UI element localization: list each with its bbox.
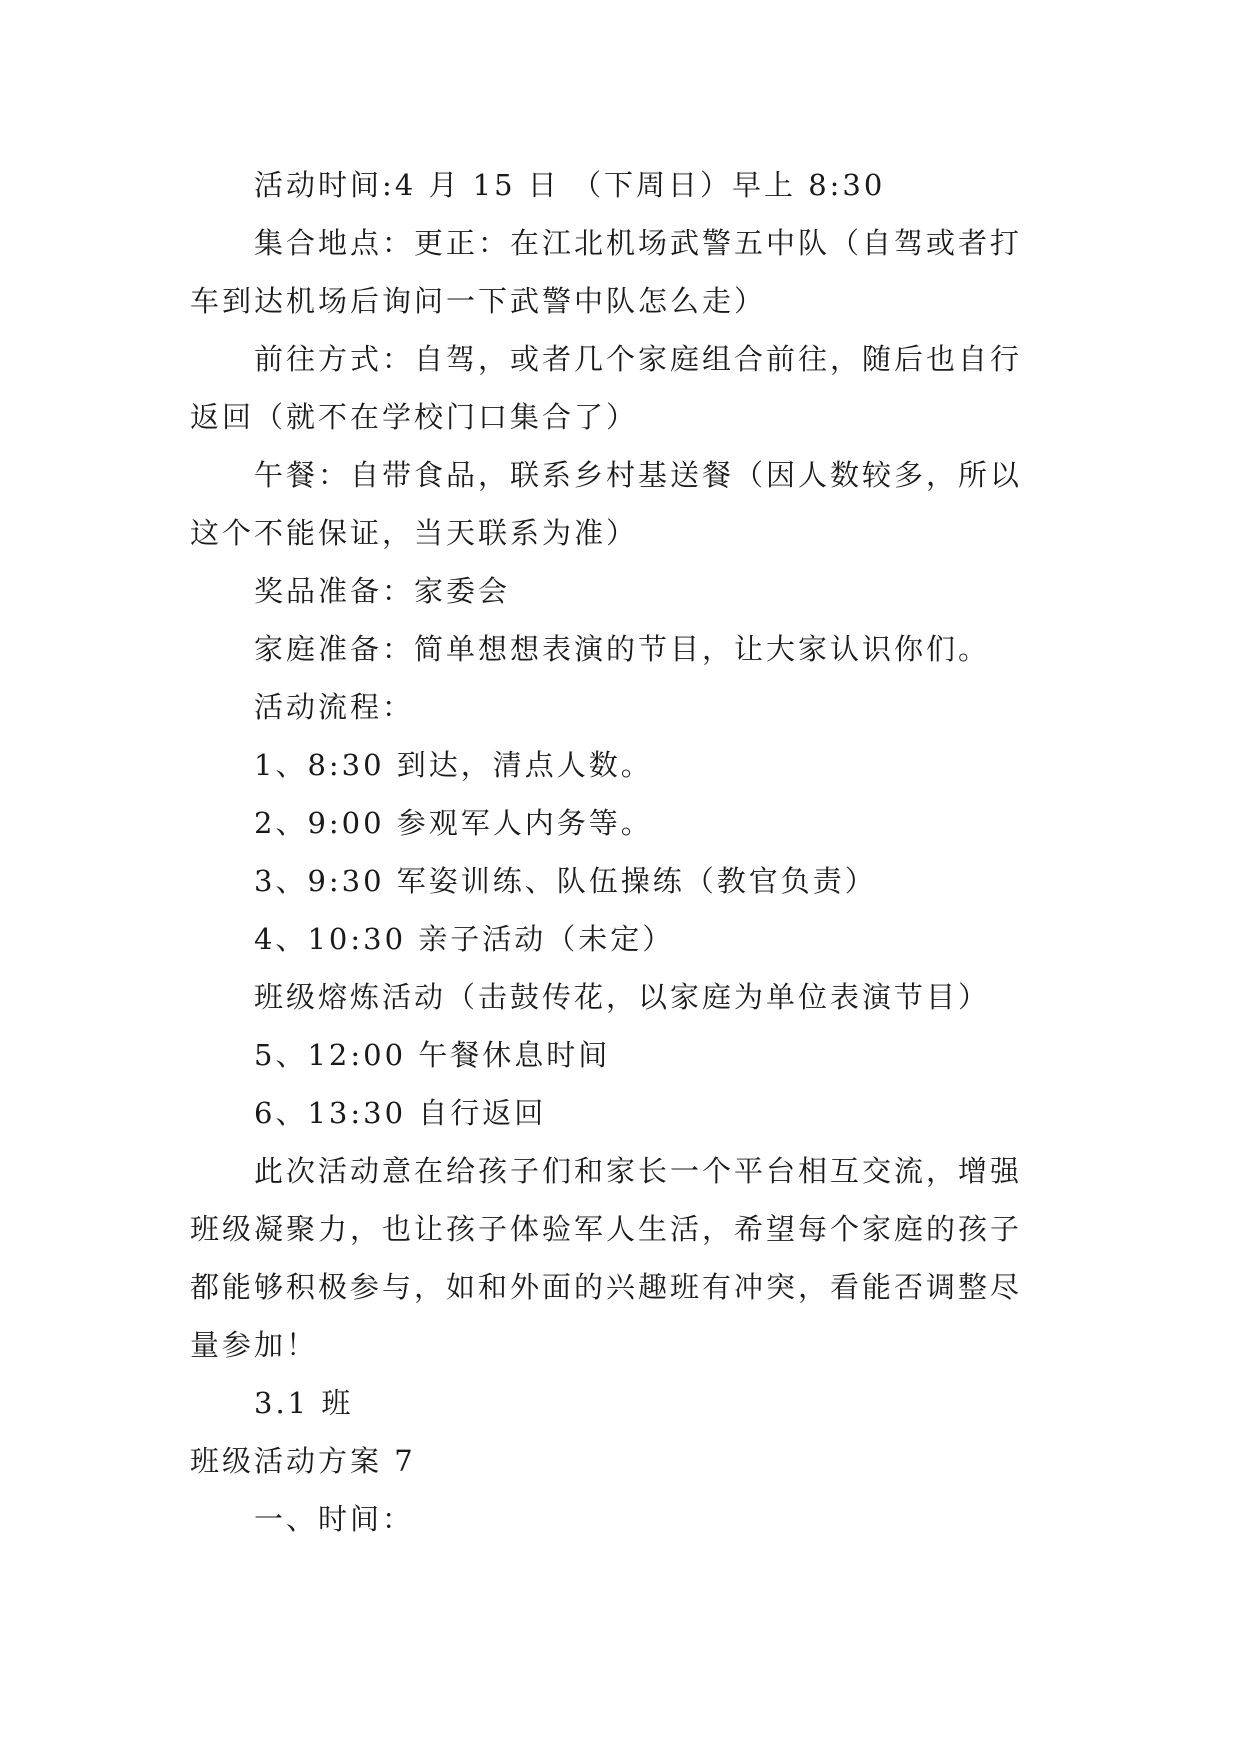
paragraph-line: 班级凝聚力，也让孩子体验军人生活，希望每个家庭的孩子 (190, 1212, 1023, 1246)
paragraph-line: 这个不能保证，当天联系为准） (190, 516, 639, 550)
list-item: 班级熔炼活动（击鼓传花，以家庭为单位表演节目） (254, 980, 991, 1014)
list-item: 4、10:30 亲子活动（未定） (254, 922, 675, 956)
paragraph-line: 集合地点：更正：在江北机场武警五中队（自驾或者打 (254, 226, 1023, 260)
signature-line: 3.1 班 (254, 1386, 354, 1420)
section-heading: 一、时间： (254, 1502, 415, 1536)
paragraph-line: 奖品准备：家委会 (254, 574, 511, 608)
paragraph-line: 午餐：自带食品，联系乡村基送餐（因人数较多，所以 (254, 458, 1023, 492)
list-item: 2、9:00 参观军人内务等。 (254, 806, 653, 840)
paragraph-line: 此次活动意在给孩子们和家长一个平台相互交流，增强 (254, 1154, 1023, 1188)
paragraph-line: 量参加！ (190, 1328, 319, 1362)
paragraph-line: 前往方式：自驾，或者几个家庭组合前往，随后也自行 (254, 342, 1023, 376)
list-item: 1、8:30 到达，清点人数。 (254, 748, 653, 782)
section-heading: 活动流程： (254, 690, 415, 724)
document-title: 班级活动方案 7 (190, 1444, 416, 1478)
document-body (190, 156, 1070, 1548)
paragraph-line: 都能够积极参与，如和外面的兴趣班有冲突，看能否调整尽 (190, 1270, 1023, 1304)
paragraph-line: 家庭准备：简单想想表演的节目，让大家认识你们。 (254, 632, 991, 666)
paragraph-line: 车到达机场后询问一下武警中队怎么走） (190, 284, 767, 318)
list-item: 6、13:30 自行返回 (254, 1096, 547, 1130)
paragraph-line: 返回（就不在学校门口集合了） (190, 400, 639, 434)
paragraph-line: 活动时间:4 月 15 日 （下周日）早上 8:30 (254, 168, 886, 202)
list-item: 3、9:30 军姿训练、队伍操练（教官负责） (254, 864, 877, 898)
list-item: 5、12:00 午餐休息时间 (254, 1038, 611, 1072)
